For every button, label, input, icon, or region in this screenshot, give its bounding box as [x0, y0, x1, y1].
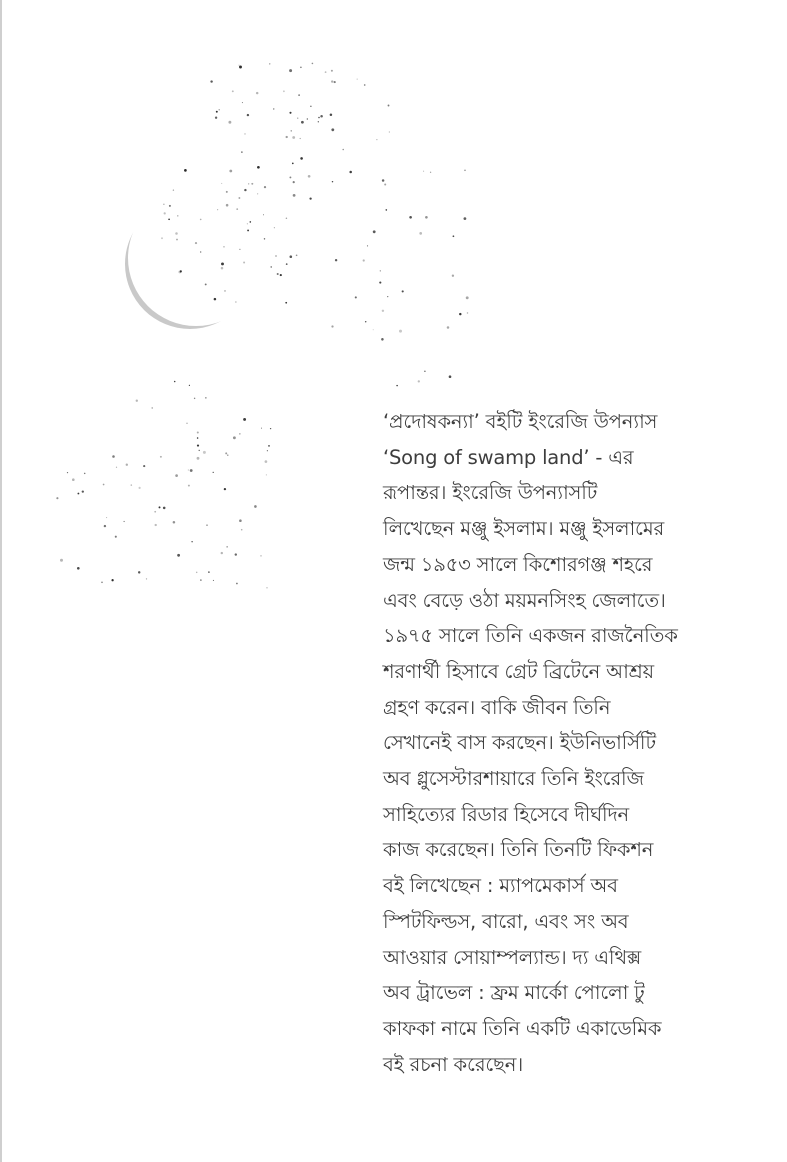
- star-dot: [254, 505, 257, 508]
- star-dot: [381, 338, 384, 341]
- star-dot: [186, 423, 188, 425]
- star-dot: [464, 169, 466, 171]
- star-dot: [342, 149, 344, 151]
- crescent-moon-icon: [125, 199, 255, 329]
- star-dot: [82, 490, 84, 492]
- star-dot: [163, 507, 166, 510]
- star-dot: [161, 237, 163, 239]
- star-dot: [260, 555, 261, 556]
- star-dot: [84, 473, 86, 475]
- star-dot: [227, 455, 228, 456]
- star-dot: [289, 69, 292, 72]
- star-dot: [200, 251, 201, 252]
- star-dot: [67, 472, 68, 473]
- star-dot: [226, 191, 228, 193]
- star-dot: [213, 580, 214, 581]
- star-dot: [402, 290, 404, 292]
- text-line: গ্রহণ করেন। বাকি জীবন তিনি: [383, 695, 611, 719]
- star-dot: [419, 232, 422, 235]
- star-dot: [365, 321, 366, 322]
- star-dot: [159, 506, 161, 508]
- star-dot: [173, 521, 176, 524]
- star-dot: [466, 296, 469, 299]
- star-dot: [235, 301, 236, 302]
- star-dot: [239, 66, 242, 69]
- star-dot: [139, 487, 141, 489]
- star-dot: [169, 205, 171, 207]
- text-line: রূপান্তর। ইংরেজি উপন্যাসটি: [383, 481, 598, 505]
- star-dot: [467, 312, 468, 313]
- star-dot: [243, 418, 246, 421]
- star-dot: [175, 232, 178, 235]
- star-dot: [268, 445, 270, 447]
- star-dot: [184, 169, 187, 172]
- star-dot: [464, 217, 467, 220]
- star-dot: [164, 212, 166, 214]
- star-dot: [297, 118, 298, 119]
- text-line: ১৯৭৫ সালে তিনি একজন রাজনৈতিক: [383, 624, 678, 648]
- text-line: আওয়ার সোয়াম্পল্যান্ড। দ্য এথিক্স: [383, 945, 641, 969]
- star-dot: [236, 208, 238, 210]
- star-dot: [203, 451, 206, 454]
- star-dot: [244, 189, 246, 191]
- star-dot: [367, 245, 368, 246]
- star-dot: [221, 552, 223, 554]
- star-dot: [200, 579, 201, 580]
- star-dot: [418, 380, 420, 382]
- star-dot: [251, 183, 253, 185]
- text-line: ‘Song of swamp land’ - এর: [383, 445, 634, 469]
- star-dot: [332, 181, 333, 182]
- star-dot: [312, 63, 314, 65]
- star-dot: [453, 235, 455, 237]
- star-dot: [376, 139, 377, 140]
- star-dot: [384, 183, 386, 185]
- star-dot: [280, 274, 282, 276]
- star-dot: [388, 105, 390, 107]
- star-dot: [307, 118, 308, 119]
- star-dot: [213, 472, 214, 473]
- star-dot: [215, 117, 217, 119]
- text-line: কাফকা নামে তিনি একটি একাডেমিক: [383, 1016, 662, 1040]
- star-dot: [138, 571, 140, 573]
- text-line: সেখানেই বাস করছেন। ইউনিভার্সিটি: [383, 731, 656, 755]
- star-dot: [180, 270, 182, 272]
- text-line: শরণার্থী হিসাবে গ্রেট ব্রিটেনে আশ্রয়: [383, 659, 654, 683]
- star-dot: [143, 465, 145, 467]
- text-line: এবং বেড়ে ওঠা ময়মনসিংহ জেলাতে।: [383, 588, 666, 612]
- star-dot: [197, 431, 199, 433]
- star-dot: [318, 117, 320, 119]
- star-dot: [77, 567, 80, 570]
- about-author-text: [383, 404, 693, 1082]
- star-dot: [154, 511, 156, 513]
- star-dot: [301, 121, 304, 124]
- star-dot: [233, 436, 236, 439]
- star-dot: [239, 433, 240, 434]
- star-dot: [163, 204, 164, 205]
- star-dot: [227, 546, 228, 547]
- text-line: অব ট্রাভেল : ফ্রম মার্কো পোলো টু: [383, 981, 645, 1005]
- star-dot: [160, 456, 162, 458]
- star-dot: [236, 583, 238, 585]
- star-dot: [239, 519, 242, 522]
- star-dot: [221, 183, 222, 184]
- star-dot: [210, 80, 212, 82]
- star-dot: [103, 484, 105, 486]
- star-dot: [296, 254, 298, 256]
- star-dot: [247, 229, 249, 231]
- star-dot: [239, 249, 240, 250]
- star-dot: [197, 457, 200, 460]
- star-dot: [247, 223, 248, 224]
- star-dot: [266, 587, 268, 589]
- star-dot: [449, 375, 452, 378]
- star-dot: [152, 407, 153, 408]
- star-dot: [335, 259, 337, 261]
- star-dot: [188, 485, 190, 487]
- star-dot: [270, 428, 271, 429]
- star-dot: [385, 209, 387, 211]
- star-dot: [286, 217, 288, 219]
- star-dot: [190, 469, 193, 472]
- star-dot: [223, 246, 224, 247]
- star-dot: [77, 493, 79, 495]
- star-dot: [195, 242, 197, 244]
- star-dot: [124, 521, 125, 522]
- text-line: জন্ম ১৯৫৩ সালে কিশোরগঞ্জ শহরে: [383, 552, 653, 576]
- star-dot: [292, 136, 295, 139]
- star-dot: [300, 67, 302, 69]
- star-dot: [331, 80, 333, 82]
- star-dot: [256, 92, 258, 94]
- star-dot: [424, 370, 426, 372]
- star-dot: [283, 90, 285, 92]
- star-dot: [72, 478, 75, 481]
- star-dot: [331, 70, 333, 72]
- star-dot: [228, 121, 231, 124]
- star-dot: [177, 554, 180, 557]
- star-dot: [111, 579, 113, 581]
- text-line: লিখেছেন মঞ্জু ইসলাম। মঞ্জু ইসলামের: [383, 517, 665, 541]
- star-dot: [205, 397, 206, 398]
- star-dot: [285, 302, 287, 304]
- star-dot: [396, 385, 397, 386]
- star-dot: [235, 553, 237, 555]
- star-dot: [218, 109, 219, 110]
- star-dot: [175, 474, 178, 477]
- star-dot: [173, 189, 174, 190]
- star-dot: [264, 238, 265, 239]
- star-dot: [331, 325, 333, 327]
- star-dot: [266, 474, 267, 475]
- star-dot: [116, 467, 117, 468]
- star-dot: [238, 197, 240, 199]
- star-dot: [168, 218, 170, 220]
- star-dot: [320, 115, 323, 118]
- star-dot: [241, 151, 242, 152]
- star-dot: [447, 326, 450, 329]
- star-dot: [269, 63, 270, 64]
- star-dot: [146, 578, 147, 579]
- star-dot: [357, 78, 358, 79]
- star-dot: [189, 385, 190, 386]
- star-dot: [273, 108, 274, 109]
- star-dot: [238, 65, 239, 66]
- star-dot: [318, 121, 319, 122]
- star-dot: [292, 163, 294, 165]
- text-line: অব গ্লুসেস্টারশায়ারে তিনি ইংরেজি: [383, 767, 644, 791]
- star-dot: [106, 517, 107, 518]
- star-dot: [308, 175, 311, 178]
- star-dot: [104, 525, 106, 527]
- star-dot: [289, 112, 291, 114]
- star-dot: [271, 266, 272, 267]
- star-dot: [293, 181, 295, 183]
- text-line: সাহিত্যের রিডার হিসেবে দীর্ঘদিন: [383, 802, 630, 826]
- star-dot: [277, 273, 279, 275]
- star-dot: [60, 559, 63, 562]
- star-dot: [334, 81, 336, 83]
- star-dot: [380, 270, 381, 271]
- star-dot: [275, 255, 277, 257]
- star-dot: [217, 209, 218, 210]
- star-dot: [430, 172, 431, 173]
- star-dot: [224, 488, 226, 490]
- star-dot: [373, 230, 376, 233]
- star-dot: [257, 193, 258, 194]
- star-dot: [196, 572, 197, 573]
- star-dot: [452, 275, 454, 277]
- star-dot: [232, 90, 234, 92]
- star-dot: [409, 216, 412, 219]
- text-line: কাজ করেছেন। তিনি তিনটি ফিকশন: [383, 838, 654, 862]
- star-dot: [364, 84, 366, 86]
- star-dot: [265, 460, 268, 463]
- star-dot: [387, 296, 388, 297]
- text-line: ‘প্রদোষকন্যা’ বইটি ইংরেজি উপন্যাস: [383, 410, 658, 433]
- star-dot: [197, 445, 199, 447]
- star-dot: [126, 464, 128, 466]
- star-dot: [379, 282, 381, 284]
- star-dot: [194, 398, 195, 399]
- star-dot: [293, 194, 296, 197]
- star-dot: [261, 428, 262, 429]
- star-dot: [208, 571, 210, 573]
- star-dot: [286, 263, 288, 265]
- star-dot: [300, 138, 301, 139]
- star-dot: [205, 283, 207, 285]
- star-dot: [310, 106, 311, 107]
- star-dot: [224, 290, 226, 292]
- star-dot: [289, 176, 291, 178]
- star-dot: [177, 215, 178, 216]
- star-dot: [298, 94, 300, 96]
- star-dot: [459, 313, 461, 315]
- star-dot: [257, 166, 260, 169]
- star-dot: [425, 216, 428, 219]
- star-dot: [197, 437, 199, 439]
- star-dot: [216, 111, 218, 113]
- star-dot: [176, 239, 178, 241]
- star-dot: [290, 255, 293, 258]
- star-dot: [56, 497, 58, 499]
- star-dot: [131, 484, 132, 485]
- star-dot: [263, 214, 264, 215]
- star-dot: [200, 219, 202, 221]
- star-dot: [274, 227, 275, 228]
- star-dot: [241, 529, 243, 531]
- star-dot: [221, 267, 224, 270]
- star-dot: [221, 262, 224, 265]
- star-dot: [214, 298, 217, 301]
- star-dot: [229, 170, 232, 173]
- star-dot: [225, 452, 227, 454]
- star-dot: [286, 136, 288, 138]
- star-dot: [291, 130, 292, 131]
- star-dot: [300, 157, 303, 160]
- star-dot: [244, 133, 246, 135]
- star-dot: [174, 381, 176, 383]
- star-dot: [382, 179, 385, 182]
- star-dot: [382, 310, 384, 312]
- star-dot: [188, 469, 189, 470]
- star-dot: [191, 541, 192, 542]
- star-dot: [399, 330, 402, 333]
- star-dot: [155, 524, 157, 526]
- text-line: বই লিখেছেন : ম্যাপমেকার্স অব: [383, 874, 618, 898]
- text-line: বই রচনা করেছেন।: [383, 1052, 524, 1076]
- star-dot: [330, 114, 333, 117]
- star-dot: [325, 71, 327, 73]
- star-dot: [309, 197, 311, 199]
- star-dot: [248, 183, 249, 184]
- star-dot: [112, 455, 115, 458]
- star-dot: [206, 525, 207, 526]
- star-dot: [242, 102, 243, 103]
- star-dot: [250, 221, 252, 223]
- star-dot: [243, 262, 245, 264]
- star-dot: [355, 296, 357, 298]
- star-dot: [389, 131, 390, 132]
- star-dot: [264, 186, 266, 188]
- star-dot: [423, 171, 424, 172]
- star-dot: [373, 329, 374, 330]
- star-dot: [331, 128, 334, 131]
- star-dot: [267, 450, 268, 451]
- star-dot: [363, 259, 365, 261]
- star-dot: [199, 450, 200, 451]
- star-dot: [349, 171, 352, 174]
- star-dot: [247, 114, 249, 116]
- star-dot: [226, 204, 229, 207]
- star-dot: [136, 400, 138, 402]
- star-dot: [115, 536, 117, 538]
- star-dot: [101, 581, 103, 583]
- text-line: স্পিটফিল্ডস, বারো, এবং সং অব: [383, 909, 629, 933]
